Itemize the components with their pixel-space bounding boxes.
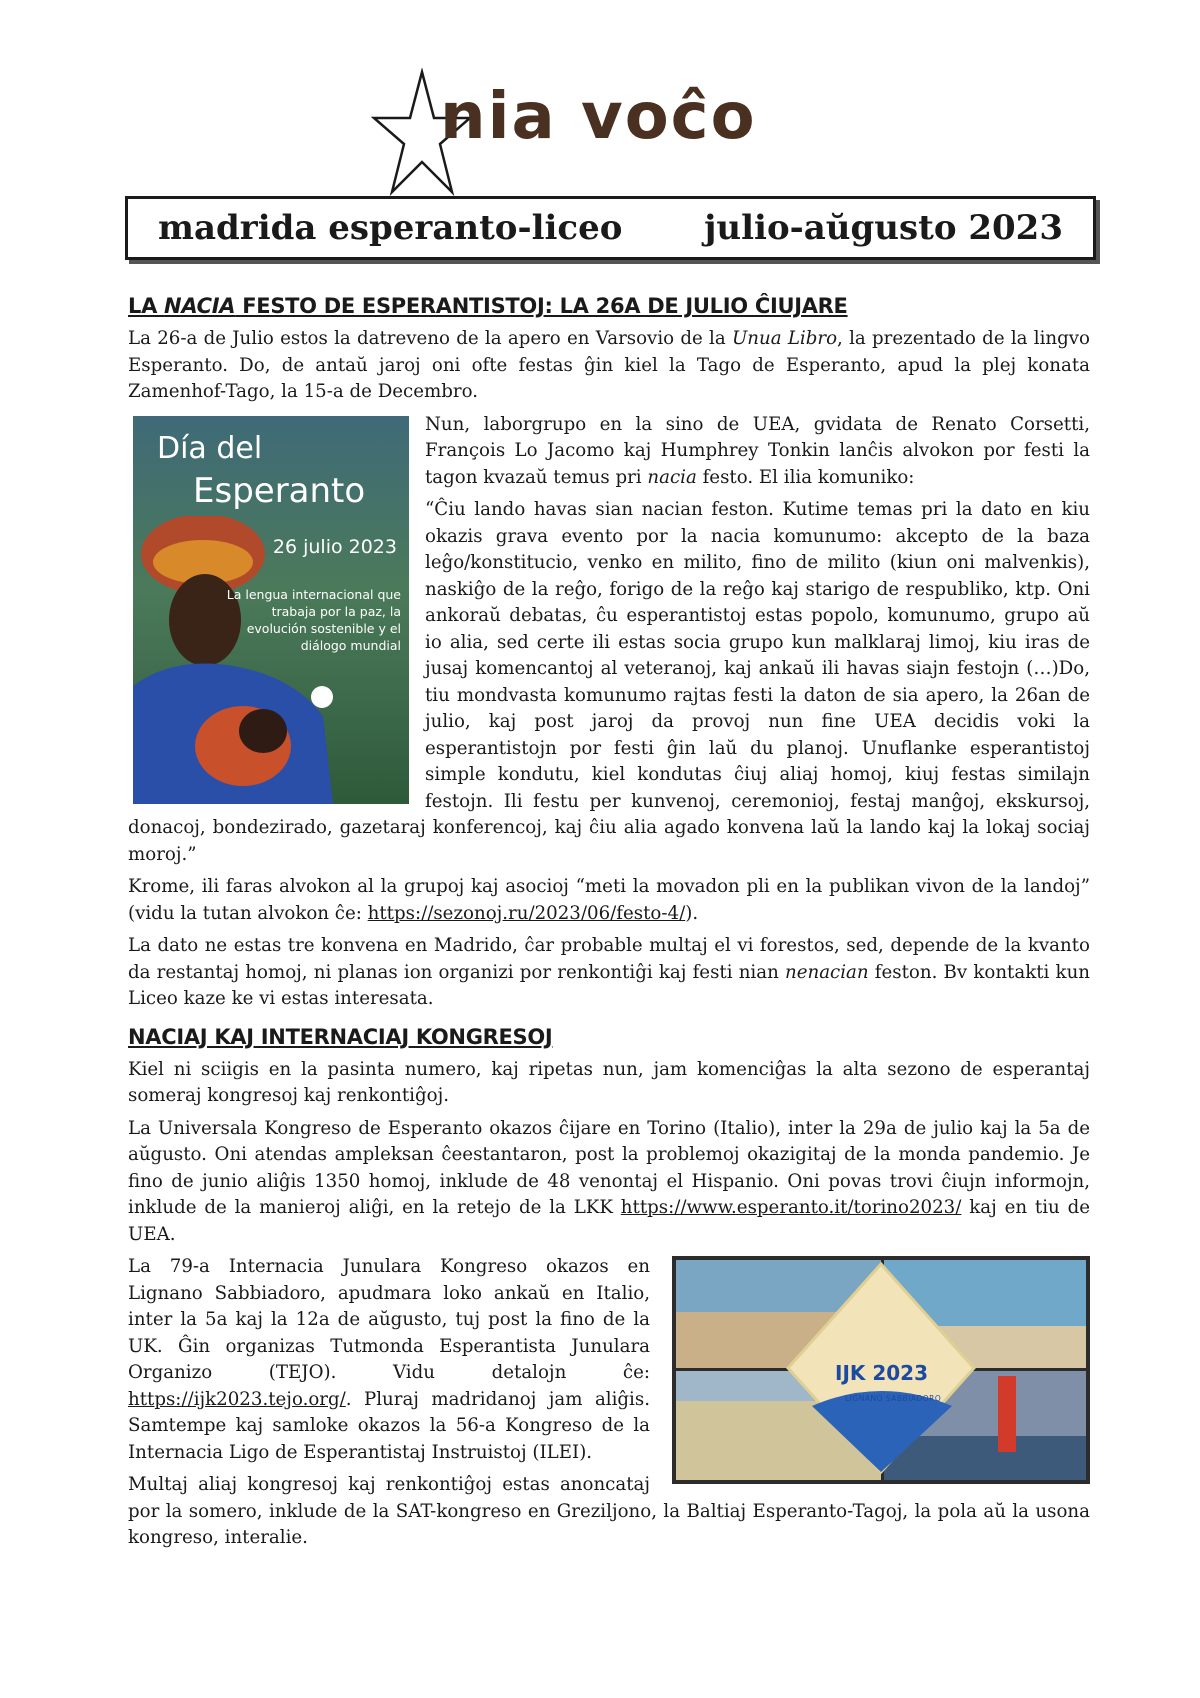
article2-heading: NACIAJ KAJ INTERNACIAJ KONGRESOJ <box>128 1024 553 1049</box>
article2-p2-text: La Universala Kongreso de Esperanto okazos ĉijare en Torino (Italio), inter la 29a de julio kaj la 5a de aŭgusto. Oni atendas ampleksan ĉeestantaron, post la problemoj okazigitaj de la monda pandemio. Je fino de junio aliĝis 1350 homoj, inklude de 48 venontaj el Hispanio. Oni povas trovi ĉiujn informojn, inklude de la manieroj aliĝi, en la retejo de la LKK <box>128 1117 1090 1218</box>
article1-paragraph-4 <box>128 874 1090 927</box>
logo-title: nia voĉo <box>440 80 757 154</box>
ijk-link[interactable]: https://ijk2023.tejo.org/ <box>128 1388 346 1410</box>
newsletter-content <box>128 292 1090 1558</box>
article2-paragraph-1: Kiel ni sciigis en la pasinta numero, kaj ripetas nun, jam komenciĝas la alta sezono de esperantaj someraj kongresoj kaj renkontiĝoj. <box>128 1058 1090 1106</box>
masthead-date: julio-aŭgusto 2023 <box>704 208 1063 248</box>
article1-heading <box>128 292 1090 320</box>
ijk-2023-collage <box>672 1256 1090 1484</box>
article1-paragraph-1 <box>128 326 1090 406</box>
article1-p5-em: nenacian <box>785 961 869 983</box>
newsletter-logo <box>360 68 780 198</box>
article2-p3-text: La 79-a Internacia Junulara Kongreso okazos en Lignano Sabbiadoro, apudmara loko ankaŭ en Italio, inter la 5a kaj la 12a de aŭgusto, tuj post la fino de la UK. Ĝin organizas Tutmonda Esperantista Junulara Organizo (TEJO). Vidu detalojn ĉe: <box>128 1256 650 1383</box>
article2-paragraph-2 <box>128 1116 1090 1249</box>
article2-paragraph-4: Multaj aliaj kongresoj kaj renkontiĝoj estas anoncataj por la somero, inklude de la SAT-kongreso en Greziljono, la Baltiaj Esperanto-Tagoj, la pola aŭ la usona kongreso, interalie. <box>128 1474 1090 1548</box>
article1-p2-text: Nun, laborgrupo en la sino de UEA, gvidata de Renato Corsetti, François Lo Jacomo kaj Humphrey Tonkin lanĉis alvokon por festi la tagon kvazaŭ temus pri <box>425 413 1090 488</box>
article1-p1-text-2: , la prezentado de la lingvo Esperanto. Do, de antaŭ jaroj oni ofte festas ĝin kiel la Tago de Esperanto, apud la plej konata Zamenhof-Tago, la 15-a de Decembro. <box>128 328 1091 402</box>
article2-p3-text-2: . Pluraj madridanoj jam aliĝis. Samtempe kaj samloke okazos la 56-a Kongreso de la Internacia Ligo de Esperantistaj Instruistoj (ILEI). <box>128 1388 650 1463</box>
article1-p5-text: La dato ne estas tre konvena en Madrido, ĉar probable multaj el vi forestos, sed, depende de la kvanto da restantaj homoj, ni planas ion organizi por renkontiĝi kaj festi nian <box>128 935 1090 983</box>
article1-p4-text-2: ). <box>685 902 699 924</box>
article1-p2-text-2: festo. El ilia komuniko: <box>696 466 915 488</box>
masthead-org: madrida esperanto-liceo <box>158 208 623 248</box>
article1-p2-em: nacia <box>647 466 697 488</box>
sezonoj-link[interactable]: https://sezonoj.ru/2023/06/festo-4/ <box>367 902 686 924</box>
article1-paragraph-5 <box>128 933 1090 1013</box>
poster-caption: La lengua internacional que trabaja por la paz, la evolución sostenible y el diálogo mundial <box>226 586 401 653</box>
article1-p1-em: Unua Libro <box>731 328 838 349</box>
ijk-title: IJK 2023 <box>835 1361 929 1385</box>
article1-p4-text: Krome, ili faras alvokon al la grupoj kaj asocioj “meti la movadon pli en la publikan vivon de la landoj” (vidu la tutan alvokon ĉe: <box>128 876 1090 924</box>
poster-date: 26 julio 2023 <box>272 535 397 558</box>
esperanto-day-poster <box>133 416 409 804</box>
ijk-subtitle: LIGNANO SABBIADORO <box>845 1394 942 1403</box>
article1-quote: “Ĉiu lando havas sian nacian feston. Kutime temas pri la dato en kiu okazis grava evento por la nacia komunumo: akcepto de la baza leĝo/konstitucio, venko en milito, fino de milito (kiun oni malvenkis), naskiĝo de la reĝo, forigo de la reĝo kaj starigo de respubliko, ktp. Oni ankoraŭ debatas, ĉu esperantistoj estas popolo, komunumo, grupo aŭ io alia, sed certe ili estas socia grupo kun malklaraj limoj, kiu iras de jusaj komencantoj al veteranoj, kaj ankaŭ ili havas siajn festojn (…)Do, tiu mondvasta komunumo rajtas festi la daton de sia apero, la 26an de julio, kaj post jaroj da provoj nun fine UEA decidis voki la esperantistojn por festi ĝin laŭ du planoj. Unuflanke esperantistoj simple kondutu, kiel kondutas ĉiuj aliaj homoj, kiuj festas similajn festojn. Ili festu per kunvenoj, ceremonioj, festaj manĝoj, ekskursoj, donacoj, bondezirado, gazetaraj konferencoj, kaj ĉiu alia agado konvena laŭ la lando kaj la lokaj sociaj moroj.” <box>128 499 1090 865</box>
article1-heading-pre: LA <box>128 294 165 318</box>
article1-p5-text-2: feston. Bv kontakti kun Liceo kaze ke vi estas interesata. <box>128 961 1090 1009</box>
article1-heading-post: FESTO DE ESPERANTISTOJ: LA 26A DE JULIO ĈIUJARE <box>235 294 848 318</box>
poster-line-1: Día del <box>157 430 263 466</box>
masthead-banner <box>125 196 1096 260</box>
article1-p1-text: La 26-a de Julio estos la datreveno de la apero en Varsovio de la <box>128 328 732 349</box>
uea-logo-icon <box>311 686 333 708</box>
torino-link[interactable]: https://www.esperanto.it/torino2023/ <box>620 1197 962 1218</box>
poster-line-2: Esperanto <box>193 470 366 511</box>
article1-heading-em: NACIA <box>164 294 236 318</box>
article2-p2-text-2: kaj en tiu de UEA. <box>128 1197 1090 1245</box>
